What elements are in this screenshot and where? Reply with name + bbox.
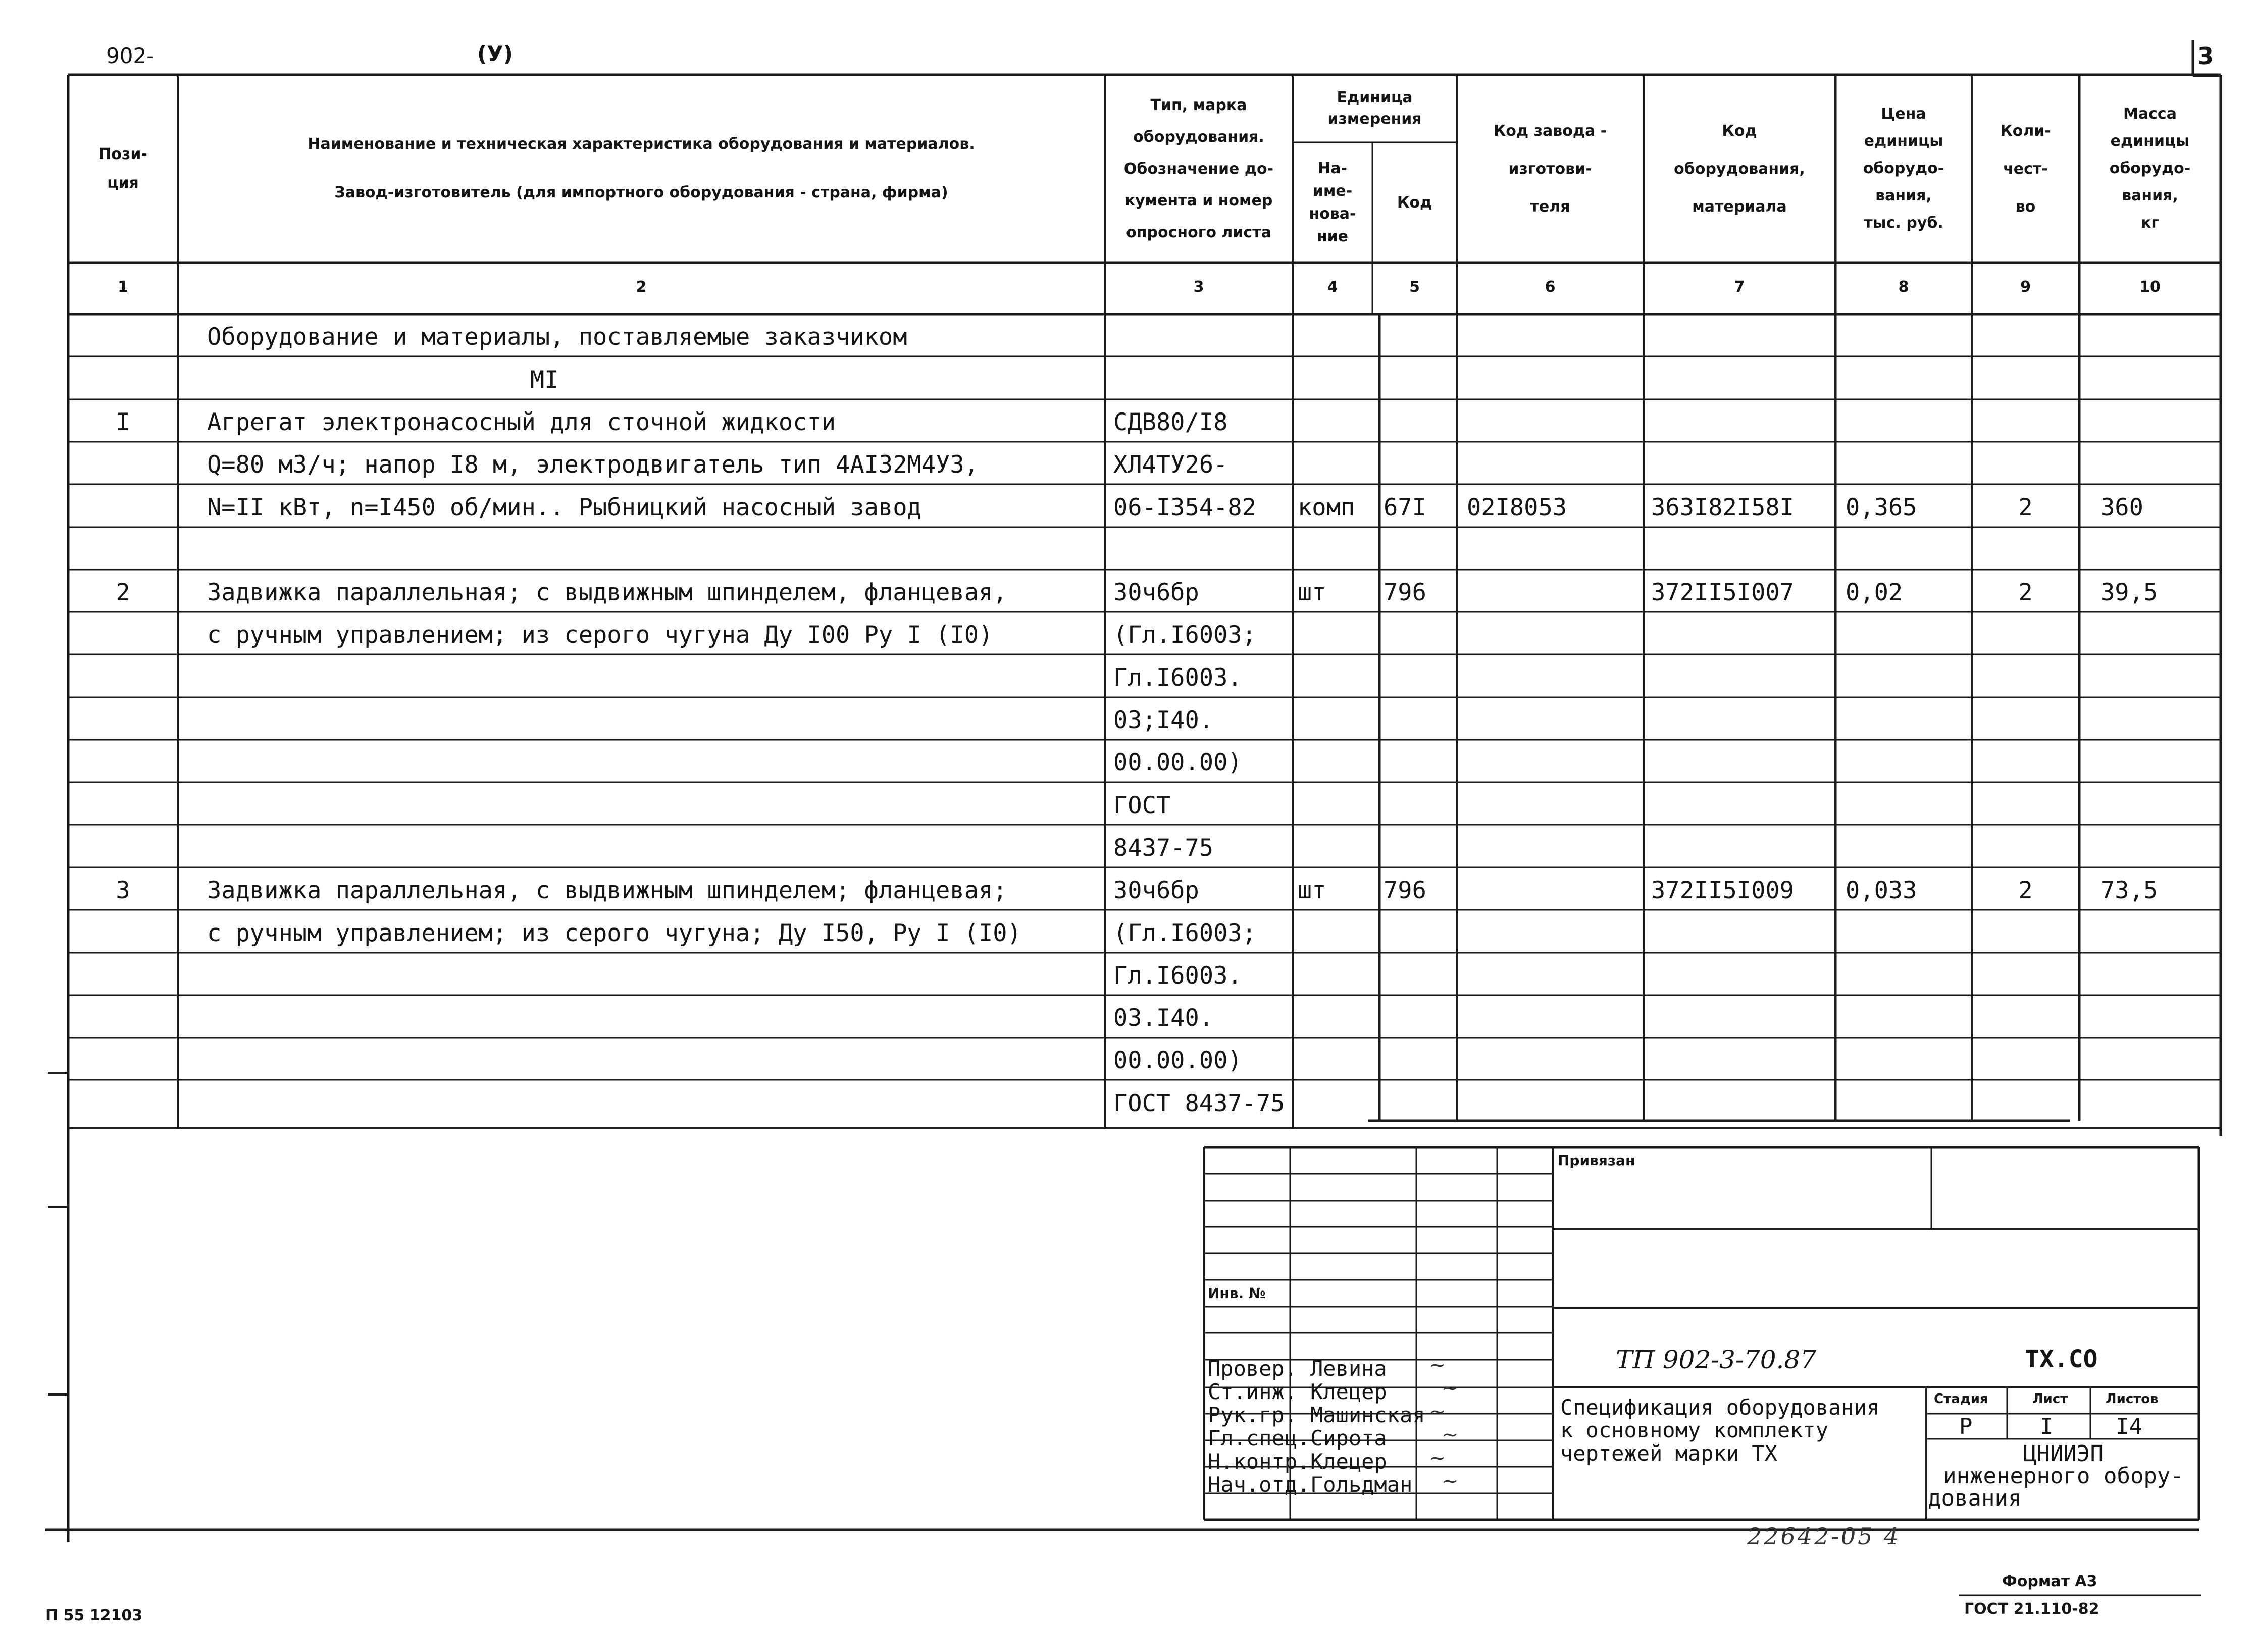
header-position [68,75,178,263]
type-cell: 06-I354-82 [1113,494,1256,522]
header-line: Единица [1337,89,1413,107]
handwritten-signature: ~ [1429,1447,1446,1470]
stamp-privyazan: Привязан [1558,1152,1635,1169]
equipment-code-cell: 372II5I007 [1651,579,1794,606]
price-cell: 0,365 [1846,494,1917,522]
header-line: ция [107,174,139,192]
header-line: Обозначение до- [1123,160,1274,178]
header-line: во [2015,197,2036,216]
type-cell: 00.00.00) [1113,1047,1242,1074]
stamp-title [1560,1396,1879,1465]
header-line: вания, [1875,187,1932,204]
stamp-role: Провер. [1208,1356,1298,1381]
type-cell: (Гл.I6003; [1113,919,1256,947]
format-label: Формат А3 [2002,1573,2097,1590]
header-line: Код [1397,193,1432,212]
stamp-stage-label: Стадия [1934,1391,1988,1407]
handwritten-signature: ~ [1442,1377,1459,1400]
stamp-title-line: чертежей марки ТХ [1560,1440,1777,1466]
header-line: Завод-изготовитель (для импортного оборудования - страна, фирма) [334,184,948,201]
type-cell: ГОСТ [1113,792,1171,819]
type-cell: ГОСТ 8437-75 [1113,1090,1285,1117]
name-cell: Агрегат электронасосный для сточной жидкости [207,408,836,436]
header-line: теля [1530,197,1570,216]
price-cell: 0,02 [1846,579,1903,606]
type-cell: 03.I40. [1113,1004,1214,1032]
type-cell: ХЛ4ТУ26- [1113,451,1228,479]
type-cell: Гл.I6003. [1113,664,1242,692]
sheet-number: 3 [2197,42,2214,70]
price-cell: 0,033 [1846,876,1917,904]
type-cell: 00.00.00) [1113,749,1242,777]
stamp-org-line: ЦНИИЭП [2023,1441,2104,1467]
stamp-sheet: I [2040,1414,2054,1439]
header-line: ние [1316,228,1349,245]
header-line: оборудо- [1863,160,1944,177]
name-cell: МI [530,366,559,394]
type-cell: 8437-75 [1113,834,1214,862]
header-line: Код завода - [1493,122,1607,140]
gost-label: ГОСТ 21.110-82 [1964,1600,2099,1618]
stamp-org-line: инженерного обору- [1943,1463,2184,1489]
column-number: 3 [1193,278,1204,296]
header-line: тыс. руб. [1864,214,1943,232]
header-line: измерения [1327,110,1422,128]
name-cell: Q=80 м3/ч; напор I8 м, электродвигатель тип 4АI32М4У3, [207,451,979,479]
header-mass [2079,75,2221,263]
name-cell: с ручным управлением; из серого чугуна; Ду I50, Ру I (I0) [207,919,1021,947]
header-price [1835,75,1972,263]
header-line: кумента и номер [1124,191,1273,210]
header-line: единицы [1864,132,1943,150]
header-line: нова- [1309,205,1356,223]
stamp-role: Рук.гр. [1208,1403,1298,1427]
position-cell: 3 [116,876,130,904]
type-cell: 30ч6бр [1113,876,1199,904]
mass-cell: 39,5 [2101,579,2158,606]
handwritten-signature: ~ [1442,1423,1459,1447]
column-number: 10 [2139,278,2161,296]
header-type [1105,75,1293,263]
header-line: Код [1722,122,1757,140]
column-number: 6 [1545,278,1556,296]
stamp-sheets: I4 [2116,1414,2142,1439]
header-equipment-code [1644,75,1835,263]
header-line: Цена [1881,105,1926,123]
document-mark: (У) [477,41,513,66]
stamp-sheet-label: Лист [2032,1391,2068,1407]
header-line: Пози- [98,145,147,163]
archive-number: 22642-05 4 [1747,1523,1901,1550]
header-line: Коли- [2000,122,2051,140]
position-cell: 2 [116,579,130,606]
stamp-role: Гл.спец. [1208,1426,1310,1451]
name-cell: N=II кВт, n=I450 об/мин.. Рыбницкий насосный завод [207,494,921,522]
header-line: чест- [2003,160,2048,178]
column-number: 5 [1409,278,1420,296]
stamp-sheets-label: Листов [2106,1391,2159,1407]
stamp-org-line: дования [1928,1485,2022,1511]
stamp-organization [1928,1443,2199,1510]
unit-code-cell: 67I [1384,494,1426,522]
stamp-person-name: Левина [1310,1356,1387,1381]
header-line: кг [2140,214,2160,232]
column-number: 4 [1327,278,1338,296]
header-line: Тип, марка [1150,96,1247,114]
unit-code-cell: 796 [1384,876,1426,904]
handwritten-signature: ~ [1429,1400,1446,1423]
unit-code-cell: 796 [1384,579,1426,606]
stamp-stage: Р [1959,1414,1973,1439]
name-cell: с ручным управлением; из серого чугуна Ду I00 Ру I (I0) [207,621,993,649]
column-number: 7 [1734,278,1745,296]
stamp-document-mark: ТХ.СО [2025,1345,2098,1373]
header-line: име- [1312,182,1353,200]
quantity-cell: 2 [2018,579,2033,606]
position-cell: I [116,408,130,436]
quantity-cell: 2 [2018,494,2033,522]
mass-cell: 73,5 [2101,876,2158,904]
plant-code-cell: 02I8053 [1467,494,1567,522]
stamp-person-name: Гольдман [1310,1472,1413,1497]
header-unit-name [1293,142,1372,263]
header-line: изготови- [1508,160,1592,178]
series-number: 902- [106,43,155,68]
stamp-role: Н.контр. [1208,1449,1310,1474]
handwritten-signature: ~ [1429,1354,1446,1377]
header-line: оборудования, [1674,160,1805,178]
footer-left-code: П 55 12103 [45,1607,143,1624]
column-number: 9 [2020,278,2031,296]
header-line: вания, [2122,187,2178,204]
stamp-person-name: Сирота [1310,1426,1387,1451]
header-quantity [1972,75,2079,263]
handwritten-signature: ~ [1442,1470,1459,1493]
header-unit-code [1372,142,1457,263]
header-name [178,75,1105,263]
stamp-inventory-number: Инв. № [1208,1285,1266,1302]
header-line: На- [1318,160,1347,177]
name-cell: Оборудование и материалы, поставляемые заказчиком [207,323,907,351]
stamp-role: Нач.отд. [1208,1472,1310,1497]
stamp-person-name: Клецер [1310,1449,1387,1474]
header-unit-group [1293,75,1457,142]
type-cell: 30ч6бр [1113,579,1199,606]
column-number: 2 [636,278,647,296]
name-cell: Задвижка параллельная; с выдвижным шпинделем, фланцевая, [207,579,1007,606]
stamp-title-line: Спецификация оборудования [1560,1395,1880,1420]
equipment-code-cell: 372II5I009 [1651,876,1794,904]
unit-name-cell: шт [1298,876,1326,904]
column-number: 1 [118,278,128,296]
stamp-document-code: ТП 902-3-70.87 [1616,1345,1817,1374]
type-cell: 03;I40. [1113,706,1214,734]
header-line: оборудо- [2109,160,2191,177]
unit-name-cell: шт [1298,579,1326,606]
name-cell: Задвижка параллельная, с выдвижным шпинделем; фланцевая; [207,876,1007,904]
stamp-title-line: к основному комплекту [1560,1418,1829,1443]
column-number: 8 [1898,278,1909,296]
stamp-person-name: Машинская [1310,1403,1425,1427]
stamp-person-name: Клецер [1310,1379,1387,1404]
stamp-role: Ст.инж. [1208,1379,1298,1404]
header-line: опросного листа [1126,223,1271,241]
header-line: Наименование и техническая характеристика оборудования и материалов. [308,135,975,153]
header-line: материала [1692,197,1787,216]
type-cell: (Гл.I6003; [1113,621,1256,649]
equipment-code-cell: 363I82I58I [1651,494,1794,522]
header-line: оборудования. [1133,128,1264,146]
header-line: Масса [2123,105,2177,123]
unit-name-cell: комп [1298,494,1355,522]
header-plant-code [1457,75,1644,263]
type-cell: СДВ80/I8 [1113,408,1228,436]
header-line: единицы [2110,132,2190,150]
quantity-cell: 2 [2018,876,2033,904]
type-cell: Гл.I6003. [1113,962,1242,990]
mass-cell: 360 [2101,494,2143,522]
